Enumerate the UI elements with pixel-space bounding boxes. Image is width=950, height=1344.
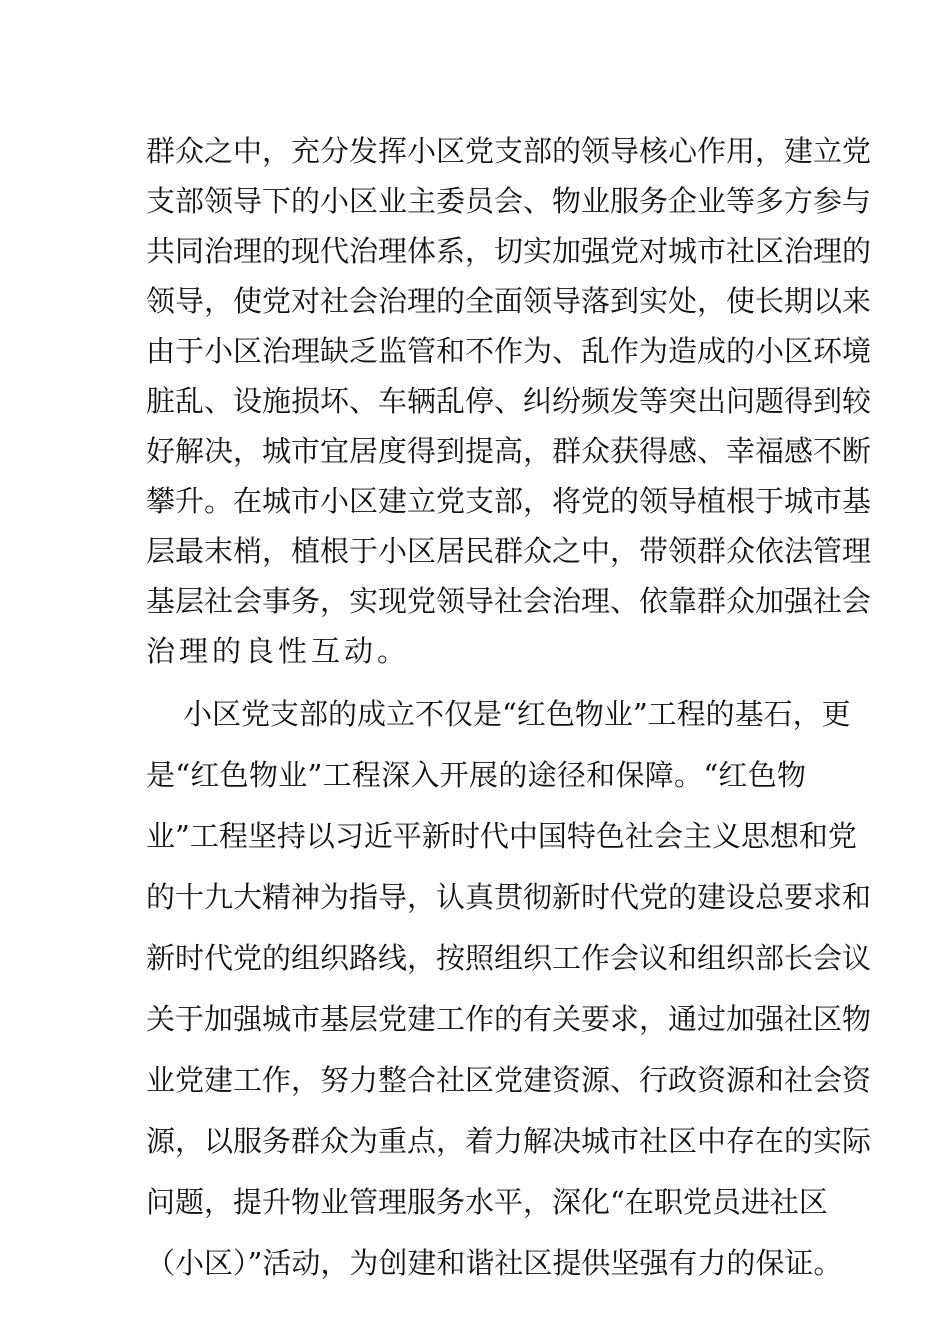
paragraph-1-line-2: 支部领导下的小区业主委员会、物业服务企业等多方参与 [146,184,872,218]
paragraph-1-line-11: 治理的良性互动。 [146,634,411,668]
paragraph-1-line-7: 好解决，城市宜居度得到提高，群众获得感、幸福感不断 [146,434,872,468]
paragraph-2-line-5: 新时代党的组织路线，按照组织工作会议和组织部长会议 [146,941,872,975]
paragraph-2-line-9: 问题，提升物业管理服务水平，深化“在职党员进社区 [146,1185,828,1219]
paragraph-1-line-6: 脏乱、设施损坏、车辆乱停、纠纷频发等突出问题得到较 [146,384,872,418]
paragraph-1-line-10: 基层社会事务，实现党领导社会治理、依靠群众加强社会 [146,584,872,618]
paragraph-2-line-6: 关于加强城市基层党建工作的有关要求，通过加强社区物 [146,1002,872,1036]
paragraph-2-line-2: 是“红色物业”工程深入开展的途径和保障。“红色物 [146,758,806,792]
paragraph-1-line-5: 由于小区治理缺乏监管和不作为、乱作为造成的小区环境 [146,334,872,368]
paragraph-2-line-8: 源，以服务群众为重点，着力解决城市社区中存在的实际 [146,1124,872,1158]
paragraph-2-line-3: 业”工程坚持以习近平新时代中国特色社会主义思想和党 [146,819,857,853]
paragraph-1-line-4: 领导，使党对社会治理的全面领导落到实处，使长期以来 [146,284,872,318]
paragraph-1-line-3: 共同治理的现代治理体系，切实加强党对城市社区治理的 [146,234,872,268]
paragraph-1-line-1: 群众之中，充分发挥小区党支部的领导核心作用，建立党 [146,134,872,168]
paragraph-2-line-10: （小区）”活动，为创建和谐社区提供坚强有力的保证。 [146,1246,843,1280]
paragraph-2-line-1: 小区党支部的成立不仅是“红色物业”工程的基石，更 [183,697,851,731]
paragraph-2-line-7: 业党建工作，努力整合社区党建资源、行政资源和社会资 [146,1063,872,1097]
paragraph-2-line-4: 的十九大精神为指导，认真贯彻新时代党的建设总要求和 [146,880,872,914]
paragraph-1-line-8: 攀升。在城市小区建立党支部，将党的领导植根于城市基 [146,484,872,518]
paragraph-1-line-9: 层最末梢，植根于小区居民群众之中，带领群众依法管理 [146,534,872,568]
